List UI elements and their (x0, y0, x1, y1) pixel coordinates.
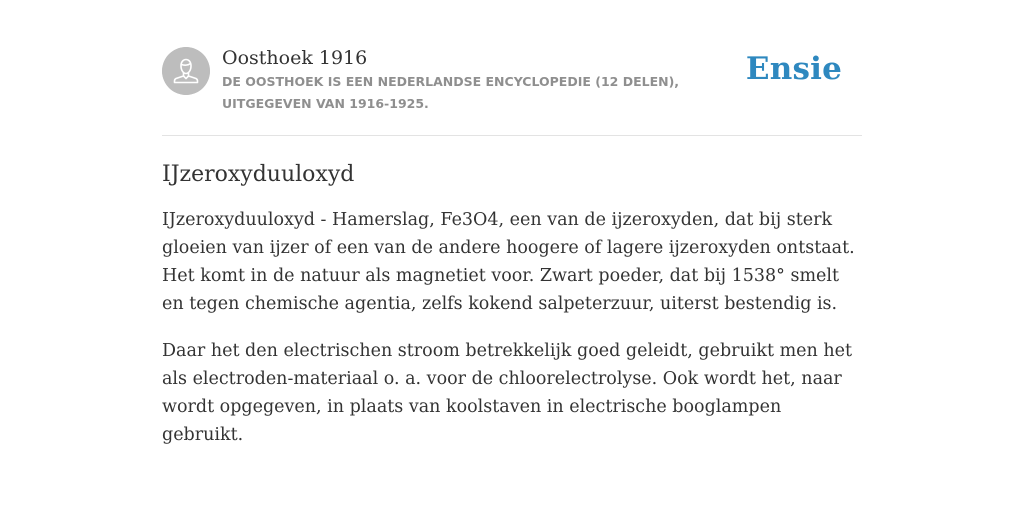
user-icon (162, 47, 210, 95)
source-info (222, 46, 762, 115)
article-paragraph: Daar het den electrischen stroom betrekkelijk goed geleidt, gebruikt men het als electroden-materiaal o. a. voor de chloorelectrolyse. Ook wordt het, naar wordt opgegeven, in plaats van koolstaven in electrische booglampen gebruikt. (162, 341, 853, 445)
ensie-logo[interactable]: Ensie (745, 51, 842, 87)
source-header (162, 40, 862, 136)
article-title: IJzeroxyduuloxyd (162, 162, 355, 187)
article-card (162, 40, 862, 449)
source-title[interactable]: Oosthoek 1916 (222, 47, 368, 69)
article-paragraph: IJzeroxyduuloxyd - Hamerslag, Fe3O4, een van de ijzeroxyden, dat bij sterk gloeien van ijzer of een van de andere hoogere of lagere ijzeroxyden ontstaat. Het komt in de natuur als magnetiet voor. Zwart poeder, dat bij 1538° smelt en tegen chemische agentia, zelfs kokend salpeterzuur, uiterst bestendig is. (162, 210, 855, 314)
source-description: DE OOSTHOEK IS EEN NEDERLANDSE ENCYCLOPEDIE (12 DELEN), UITGEGEVEN VAN 1916-1925. (222, 74, 680, 111)
